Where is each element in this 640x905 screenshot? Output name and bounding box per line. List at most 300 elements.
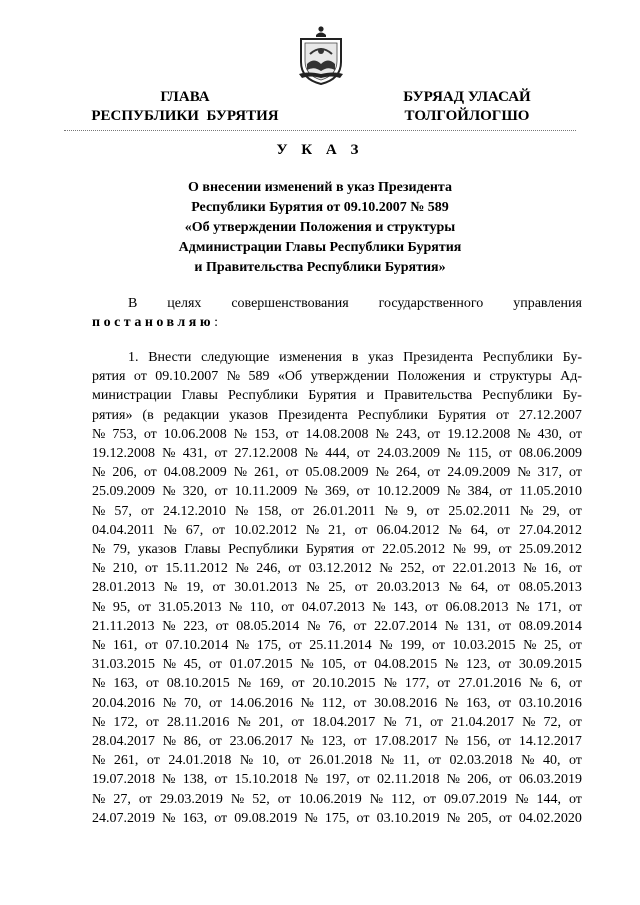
paragraph-word: 22.01.2013 — [452, 561, 516, 577]
paragraph-word: указ — [368, 350, 394, 365]
paragraph-word: 163, — [113, 676, 138, 692]
paragraph-word: № — [92, 503, 106, 519]
paragraph-word: от — [496, 407, 509, 423]
paragraph-word: от — [291, 676, 305, 692]
header-left-line2: РЕСПУБЛИКИ БУРЯТИЯ — [91, 108, 279, 124]
paragraph-word: от — [212, 522, 226, 538]
paragraph-word: 06.03.2019 — [518, 772, 582, 788]
paragraph-line — [92, 636, 582, 655]
paragraph-word: от — [568, 753, 582, 769]
paragraph-word: № — [92, 676, 106, 692]
paragraph-word: № — [300, 695, 314, 711]
paragraph-word: 25.09.2009 — [92, 484, 155, 500]
paragraph-word: 40, — [542, 753, 561, 769]
paragraph-word: от — [498, 446, 512, 462]
paragraph-word: от — [425, 599, 439, 615]
paragraph-word: 29.03.2019 — [159, 791, 223, 807]
paragraph-word: 02.03.2018 — [449, 753, 513, 769]
paragraph-word: 08.09.2014 — [518, 618, 582, 634]
header-divider — [64, 130, 576, 131]
paragraph-word: 206, — [467, 772, 492, 788]
paragraph-word: изменения — [279, 350, 343, 365]
paragraph-word: 30.01.2013 — [234, 580, 298, 596]
paragraph-word: от — [137, 599, 151, 615]
paragraph-word: Бурятия — [437, 407, 487, 423]
preamble-word: управления — [513, 296, 582, 311]
paragraph-word: в — [351, 350, 359, 365]
paragraph-word: 10.03.2015 — [452, 638, 516, 654]
paragraph-word: № — [384, 503, 398, 519]
paragraph-word: 30.09.2015 — [518, 657, 582, 673]
paragraph-word: 589 — [248, 369, 270, 385]
preamble-word: В — [128, 296, 138, 311]
paragraph-word: 04.08.2009 — [163, 465, 227, 481]
paragraph-word: № — [523, 638, 537, 654]
paragraph-word: № — [235, 638, 250, 654]
paragraph-word: от — [569, 676, 582, 692]
paragraph-line — [92, 521, 582, 540]
preamble-word: государственного — [378, 296, 484, 311]
paragraph-word: № — [92, 561, 106, 577]
paragraph-word: от — [427, 465, 441, 481]
paragraph-word: от — [290, 503, 304, 519]
paragraph-word: от — [209, 695, 223, 711]
paragraph-word: № — [92, 426, 106, 442]
paragraph-word: указов — [137, 542, 177, 558]
paragraph-word: № — [162, 695, 177, 711]
paragraph-word: от — [568, 791, 582, 807]
paragraph-word: от — [144, 638, 158, 654]
paragraph-word: от — [430, 714, 444, 730]
paragraph-word: 64, — [470, 580, 489, 596]
paragraph-word: от — [356, 810, 370, 826]
paragraph-word: министрации — [92, 388, 172, 404]
paragraph-word: № — [92, 638, 106, 654]
paragraph-word: 31.05.2013 — [158, 599, 222, 615]
paragraph-word: от — [427, 426, 441, 442]
paragraph-word: 24.09.2009 — [447, 465, 511, 481]
paragraph-word: 6, — [550, 676, 562, 692]
paragraph-word: № — [447, 446, 461, 462]
paragraph-word: 25.02.2011 — [448, 503, 511, 519]
paragraph-word: 28.01.2013 — [92, 580, 155, 596]
paragraph-word: 25, — [328, 580, 346, 596]
paragraph-word: 19.12.2008 — [447, 426, 511, 442]
paragraph-word: от — [214, 484, 228, 500]
paragraph-word: Бурятия — [305, 542, 355, 558]
paragraph-word: № — [444, 657, 459, 673]
paragraph-word: Президента — [278, 407, 348, 423]
paragraph-word: 20.04.2016 — [92, 695, 155, 711]
paragraph-word: № — [383, 676, 397, 692]
paragraph-line — [92, 713, 582, 732]
paragraph-word: 105, — [321, 657, 346, 673]
paragraph-word: от — [568, 503, 582, 519]
paragraph-word: № — [519, 503, 534, 519]
paragraph-word: 21, — [328, 522, 346, 538]
paragraph-word: 27.01.2016 — [458, 676, 522, 692]
paragraph-word: 199, — [400, 638, 425, 654]
paragraph-word: № — [300, 657, 314, 673]
paragraph-word: 25.09.2012 — [519, 542, 582, 558]
paragraph-word: от — [145, 714, 159, 730]
paragraph-word: № — [92, 753, 106, 769]
paragraph-word: 04.02.2020 — [518, 810, 582, 826]
paragraph-word: № — [92, 542, 106, 558]
paragraph-word: от — [497, 580, 511, 596]
paragraph-word: № — [92, 714, 106, 730]
paragraph-word: 28.11.2016 — [166, 714, 230, 730]
paragraph-word: от — [498, 542, 512, 558]
paragraph-word: 71, — [404, 714, 423, 730]
paragraph-word: Бу- — [562, 350, 582, 365]
paragraph-word: от — [498, 618, 512, 634]
title-line: О внесении изменений в указ Президента — [188, 180, 452, 195]
paragraph-word: от — [208, 657, 222, 673]
paragraph-word: 161, — [112, 638, 138, 654]
title-line: и Правительства Республики Бурятия» — [194, 260, 446, 275]
paragraph-word: № — [237, 714, 251, 730]
paragraph-word: от — [361, 542, 375, 558]
paragraph-word: от — [143, 465, 157, 481]
paragraph-word: 03.10.2016 — [518, 695, 582, 711]
paragraph-word: Республики — [482, 350, 553, 365]
paragraph-word: 112, — [391, 791, 416, 807]
paragraph-word: от — [133, 369, 147, 385]
paragraph-word: от — [568, 638, 582, 654]
paragraph-word: 26.01.2018 — [309, 753, 373, 769]
paragraph-line — [92, 348, 582, 367]
paragraph-word: 156, — [465, 734, 491, 750]
paragraph-word: 25.11.2014 — [309, 638, 372, 654]
paragraph-word: 09.07.2019 — [444, 791, 508, 807]
paragraph-word: 320, — [182, 484, 208, 500]
paragraph-word: № — [163, 580, 178, 596]
paragraph-word: от — [426, 503, 440, 519]
paragraph-word: 30.08.2016 — [374, 695, 438, 711]
paragraph-word: от — [353, 618, 367, 634]
paragraph-word: 10.12.2009 — [376, 484, 440, 500]
coat-of-arms-icon — [296, 24, 346, 86]
paragraph-word: 25, — [543, 638, 562, 654]
paragraph-word: 08.10.2015 — [166, 676, 230, 692]
paragraph-word: 201, — [258, 714, 284, 730]
paragraph-word: 22.07.2014 — [374, 618, 438, 634]
paragraph-word: от — [356, 484, 370, 500]
paragraph-word: от — [215, 618, 229, 634]
paragraph-line — [92, 790, 582, 809]
paragraph-line — [92, 770, 582, 789]
paragraph-line — [92, 367, 582, 386]
paragraph-word: 123, — [465, 657, 491, 673]
paragraph-word: 99, — [473, 542, 491, 558]
paragraph-word: от — [568, 561, 582, 577]
paragraph-word: 21.04.2017 — [451, 714, 515, 730]
paragraph-word: 115, — [467, 446, 492, 462]
paragraph-word: 86, — [183, 734, 202, 750]
paragraph-word: 246, — [256, 561, 281, 577]
paragraph-word: 10.06.2008 — [163, 426, 227, 442]
paragraph-word: Ад- — [560, 369, 582, 385]
header-left-line1: ГЛАВА — [160, 89, 210, 105]
paragraph-word: 23.06.2017 — [229, 734, 293, 750]
paragraph-word: 11, — [402, 753, 420, 769]
paragraph-word: Положения — [397, 369, 466, 385]
paragraph-word: № — [448, 522, 462, 538]
paragraph-word: № — [162, 484, 176, 500]
paragraph-word: 19, — [186, 580, 204, 596]
paragraph-word: от — [423, 791, 437, 807]
paragraph-word: 177, — [404, 676, 430, 692]
preamble-word: целях — [167, 296, 202, 311]
paragraph-word: от — [291, 714, 305, 730]
paragraph-word: № — [379, 561, 393, 577]
paragraph-word: № — [516, 599, 530, 615]
paragraph-word: 10.11.2009 — [234, 484, 298, 500]
paragraph-word: 72, — [543, 714, 561, 730]
paragraph-word: от — [138, 791, 152, 807]
paragraph-word: № — [452, 542, 466, 558]
paragraph-line — [92, 386, 582, 405]
paragraph-word: от — [353, 734, 367, 750]
paragraph-word: 02.11.2018 — [376, 772, 440, 788]
paragraph-word: № — [92, 465, 106, 481]
paragraph-word: № — [163, 522, 177, 538]
paragraph-word: 08.05.2013 — [518, 580, 582, 596]
paragraph-word: 08.05.2014 — [236, 618, 300, 634]
paragraph-word: № — [517, 426, 531, 442]
paragraph-word: 67, — [185, 522, 204, 538]
paragraph-word: 138, — [182, 772, 208, 788]
paragraph-word: 15.11.2012 — [165, 561, 228, 577]
paragraph-word: 16, — [543, 561, 562, 577]
paragraph-word: от — [285, 465, 299, 481]
paragraph-word: 753, — [112, 426, 137, 442]
paragraph-word: «Об — [277, 369, 303, 385]
paragraph-word: 24.07.2019 — [92, 810, 155, 826]
paragraph-word: № — [162, 446, 176, 462]
paragraph-word: № — [235, 561, 249, 577]
paragraph-word: 04.04.2011 — [92, 522, 155, 538]
paragraph-word: 07.10.2014 — [165, 638, 229, 654]
paragraph-word: 04.08.2015 — [374, 657, 438, 673]
paragraph-word: от — [437, 676, 451, 692]
paragraph-line — [92, 732, 582, 751]
paragraph-word: № — [306, 580, 320, 596]
paragraph-word: от — [568, 714, 582, 730]
paragraph-word: 57, — [114, 503, 132, 519]
paragraph-1 — [92, 348, 582, 828]
paragraph-word: 369, — [324, 484, 350, 500]
paragraph-line — [92, 540, 582, 559]
paragraph-word: 14.12.2017 — [518, 734, 582, 750]
paragraph-word: 143, — [393, 599, 418, 615]
paragraph-word: 197, — [325, 772, 350, 788]
paragraph-word: № — [162, 618, 176, 634]
paragraph-word: 169, — [259, 676, 284, 692]
paragraph-word: от — [287, 753, 301, 769]
paragraph-word: 21.11.2013 — [92, 618, 155, 634]
paragraph-word: от — [288, 561, 302, 577]
paragraph-word: 19.12.2008 — [92, 446, 155, 462]
paragraph-word: от — [288, 638, 302, 654]
paragraph-word: от — [498, 772, 512, 788]
paragraph-word: 76, — [328, 618, 346, 634]
paragraph-word: № — [304, 810, 318, 826]
paragraph-word: 04.07.2013 — [301, 599, 365, 615]
paragraph-word: 14.08.2008 — [305, 426, 369, 442]
paragraph-word: 243, — [395, 426, 421, 442]
paragraph-word: № — [444, 618, 459, 634]
paragraph-word: № — [444, 695, 459, 711]
paragraph-word: 11.05.2010 — [519, 484, 582, 500]
paragraph-word: (в — [142, 407, 154, 423]
paragraph-word: 261, — [254, 465, 279, 481]
paragraph-word: Главы — [184, 542, 221, 558]
paragraph-word: 153, — [254, 426, 279, 442]
paragraph-word: 17.08.2017 — [374, 734, 438, 750]
paragraph-word: от — [143, 426, 157, 442]
paragraph-word: от — [498, 734, 512, 750]
paragraph-word: 09.10.2007 — [155, 369, 219, 385]
paragraph-word: от — [214, 446, 228, 462]
paragraph-word: от — [212, 580, 226, 596]
paragraph-word: № — [300, 734, 314, 750]
paragraph-word: указов — [229, 407, 269, 423]
paragraph-word: 10.06.2019 — [298, 791, 362, 807]
paragraph-word: от — [146, 753, 160, 769]
paragraph-word: от — [498, 810, 512, 826]
paragraph-word: 06.08.2013 — [445, 599, 509, 615]
paragraph-word: 210, — [112, 561, 138, 577]
paragraph-line — [92, 751, 582, 770]
paragraph-word: от — [353, 657, 367, 673]
paragraph-word: № — [444, 734, 459, 750]
document-type: У К А З — [276, 142, 364, 158]
paragraph-word: 431, — [182, 446, 208, 462]
paragraph-word: Республики — [228, 542, 299, 558]
paragraph-word: 163, — [182, 810, 208, 826]
header-right-title — [372, 88, 562, 126]
paragraph-word: от — [140, 503, 154, 519]
paragraph-word: 03.12.2012 — [308, 561, 372, 577]
paragraph-word: 64, — [470, 522, 489, 538]
paragraph-word: 26.01.2011 — [312, 503, 376, 519]
paragraph-word: 205, — [467, 810, 492, 826]
paragraph-word: 28.04.2017 — [92, 734, 155, 750]
paragraph-word: от — [499, 484, 513, 500]
paragraph-word: и — [366, 388, 375, 404]
paragraph-word: 14.06.2016 — [229, 695, 293, 711]
paragraph-word: от — [214, 772, 228, 788]
paragraph-line — [92, 425, 582, 444]
paragraph-word: № — [304, 446, 319, 462]
title-line: Республики Бурятия от 09.10.2007 № 589 — [191, 200, 449, 215]
paragraph-word: 70, — [183, 695, 202, 711]
paragraph-word: 206, — [112, 465, 137, 481]
title-line: Администрации Главы Республики Бурятия — [178, 240, 462, 255]
paragraph-word: Республики — [357, 407, 429, 423]
paragraph-word: от — [569, 465, 582, 481]
paragraph-word: 27.12.2007 — [518, 407, 582, 423]
paragraph-word: от — [356, 772, 370, 788]
paragraph-word: Республики — [482, 388, 553, 404]
paragraph-word: № — [369, 791, 384, 807]
paragraph-word: № — [237, 676, 252, 692]
paragraph-line — [92, 598, 582, 617]
paragraph-word: 10.02.2012 — [233, 522, 297, 538]
paragraph-word: от — [277, 791, 291, 807]
paragraph-word: 08.06.2009 — [518, 446, 582, 462]
paragraph-word: 27.04.2012 — [518, 522, 582, 538]
paragraph-word: № — [234, 503, 249, 519]
paragraph-word: от — [281, 599, 295, 615]
paragraph-word: № — [305, 522, 320, 538]
paragraph-word: от — [432, 561, 446, 577]
paragraph-line — [92, 559, 582, 578]
paragraph-word: 223, — [183, 618, 208, 634]
paragraph-word: 144, — [536, 791, 561, 807]
paragraph-word: № — [162, 772, 176, 788]
paragraph-word: № — [233, 426, 248, 442]
paragraph-line — [92, 578, 582, 597]
paragraph-word: от — [568, 599, 582, 615]
paragraph-word: № — [307, 618, 321, 634]
paragraph-word: № — [92, 791, 106, 807]
paragraph-word: следующие — [201, 350, 270, 365]
paragraph-word: № — [233, 465, 248, 481]
paragraph-word: от — [208, 734, 222, 750]
paragraph-word: 172, — [113, 714, 138, 730]
paragraph-word: от — [569, 426, 582, 442]
paragraph-word: № — [522, 714, 536, 730]
paragraph-word: от — [214, 810, 228, 826]
paragraph-line — [92, 482, 582, 501]
paragraph-word: № — [372, 599, 386, 615]
paragraph-word: Главы — [181, 388, 218, 404]
paragraph-word: 06.04.2012 — [376, 522, 440, 538]
paragraph-word: № — [379, 638, 393, 654]
paragraph-word: от — [432, 638, 446, 654]
paragraph-word: 05.08.2009 — [305, 465, 369, 481]
paragraph-word: № — [230, 791, 245, 807]
paragraph-word: № — [515, 791, 529, 807]
paragraph-word: 03.10.2019 — [376, 810, 440, 826]
paragraph-word: 110, — [249, 599, 274, 615]
paragraph-word: 24.12.2010 — [162, 503, 226, 519]
paragraph-word: Бурятия — [308, 388, 357, 404]
paragraph-word: утверждении — [310, 369, 389, 385]
preamble-word: совершенствования — [231, 296, 349, 311]
paragraph-word: 24.01.2018 — [168, 753, 232, 769]
paragraph-word: 264, — [395, 465, 421, 481]
paragraph-word: от — [144, 561, 158, 577]
paragraph-line — [92, 655, 582, 674]
paragraph-word: 175, — [256, 638, 282, 654]
paragraph-word: от — [145, 676, 159, 692]
paragraph-word: 09.08.2019 — [234, 810, 298, 826]
paragraph-word: 252, — [400, 561, 425, 577]
paragraph-word: от — [354, 522, 368, 538]
paragraph-word: 20.10.2015 — [312, 676, 376, 692]
paragraph-word: № — [226, 369, 241, 385]
paragraph-word: 317, — [537, 465, 563, 481]
paragraph-word: № — [162, 734, 177, 750]
paragraph-line — [92, 444, 582, 463]
paragraph-word: 31.03.2015 — [92, 657, 155, 673]
paragraph-word: Правительства — [384, 388, 473, 404]
paragraph-line — [92, 617, 582, 636]
